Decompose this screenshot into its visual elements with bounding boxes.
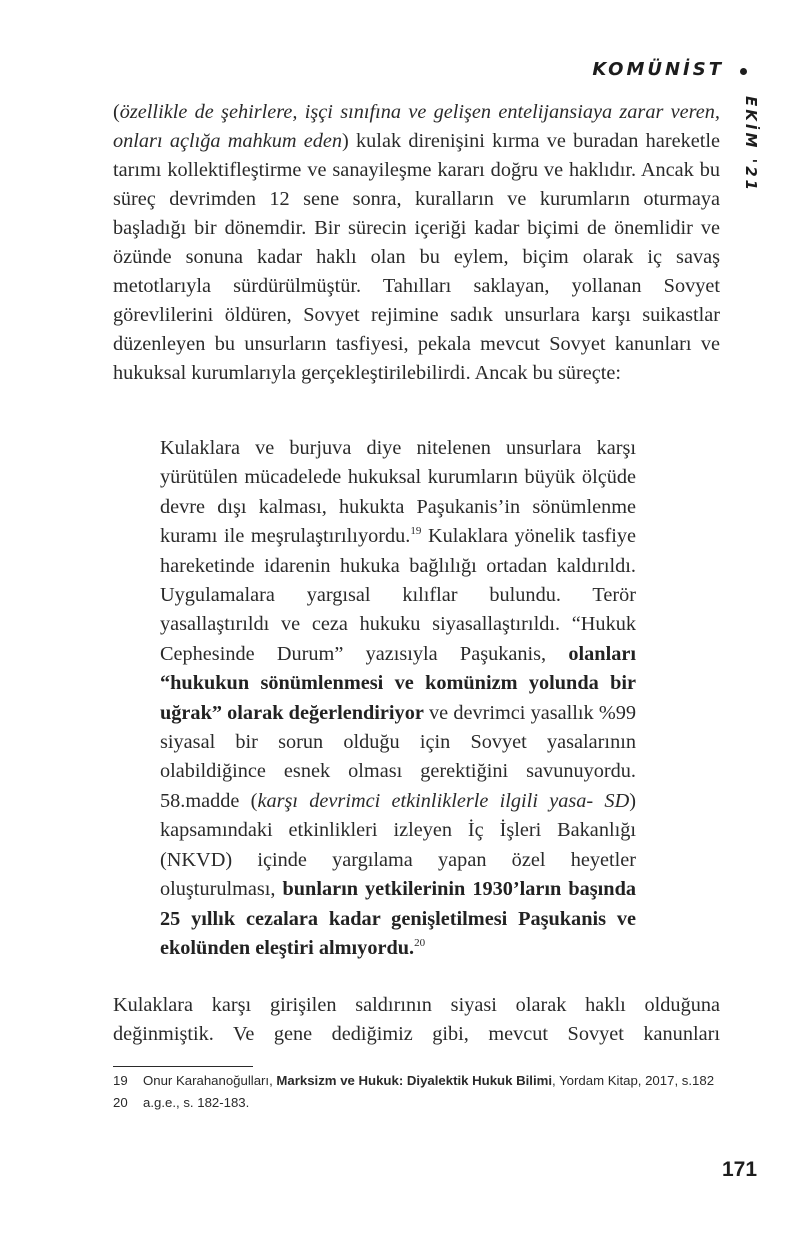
quote-text-5: . (409, 936, 415, 959)
footnote-ref-20[interactable]: 20 (414, 936, 426, 949)
paragraph-text: kulak direnişini kırma ve buradan hareketle tarımı kollektifleştirme ve sanayileşme kararı doğru ve haklıdır. Ancak bu süreç devrimden 12 sene sonra, kuralların ve kurumların oturmaya başladığı bir dönemdir. Bir sürecin içeriği kadar biçimi de önemlidir ve özünde sonuna kadar haklı olan bu eylem, biçim olarak iç savaş metotlarıyla sürdürülmüştür. Tahılları saklayan, yollanan Sovyet görevlilerini öldüren, Sovyet rejimine sadık unsurlara karşı suikastlar düzenleyen bu unsurların tasfiyesi, pekala mevcut Sovyet kanunları ve hukuksal kurumlarıyla gerçekleştirilebilirdi. Ancak bu süreçte: (113, 130, 720, 384)
footnote-author: Onur Karahanoğulları, (143, 1073, 277, 1088)
page-number: 171 (722, 1158, 758, 1181)
side-tab-label: EKİM '21 (742, 96, 760, 194)
footnote-20 (113, 1093, 753, 1113)
paren-open: ( (113, 101, 120, 123)
footnote-number: 19 (113, 1073, 128, 1088)
body-paragraph-1 (113, 98, 720, 388)
footnote-ref-19[interactable]: 19 (410, 525, 422, 538)
quote-text-1: Kulaklara ve burjuva diye nitelenen unsurlara karşı yürütülen mücadelede hukuksal kurumların büyük ölçüde devre dışı kalması, hukukta Paşukanis’in sönümlenme kuramı ile meşrulaştırılıyordu. (160, 437, 636, 548)
italic-aside: özellikle de şehirlere, işçi sınıfına ve gelişen entelijansiaya zarar veren, onları açlığa mahkum eden (113, 101, 720, 152)
paren-close: ) (342, 130, 349, 152)
footnote-number: 20 (113, 1094, 128, 1110)
footnote-19 (113, 1071, 753, 1091)
running-head-title: KOMÜNİST (592, 59, 724, 80)
quote-text-2: Kulaklara yönelik tasfiye hareketinde idarenin hukuka bağlılığı ortadan kaldırıldı. Uygulamalara yargısal kılıflar bulundu. Terör yasallaştırıldı ve ceza hukuku siyasallaştırıldı. “Hukuk Cephesinde Durum” yazısıyla Paşukanis, (160, 525, 636, 665)
footnote-text: a.g.e., s. 182-183. (143, 1094, 250, 1110)
footnote-rest: , Yordam Kitap, 2017, s.182 (552, 1073, 715, 1088)
quote-bold-2: bunların yetkilerinin 1930’ların başında 25 yıllık cezalara kadar genişletilmesi Paşukanis ve ekolünden eleştiri almıyordu (160, 878, 636, 959)
quote-text-3: ve devrimci yasallık %99 siyasal bir sorun olduğu için Sovyet yasalarının olabildiğince esnek olması gerektiğini savunuyordu. 58.madde ( (160, 701, 637, 812)
footnote-divider (113, 1066, 253, 1067)
footnote-title: Marksizm ve Hukuk: Diyalektik Hukuk Bilimi (276, 1073, 552, 1088)
body-paragraph-2 (113, 991, 720, 1049)
footnotes (113, 1071, 753, 1114)
quote-text-4: ) kapsamındaki etkinlikleri izleyen İç İşleri Bakanlığı (NKVD) içinde yargılama yapan özel heyetler oluşturulması, (160, 789, 636, 901)
quote-bold-1: olanları “hukukun sönümlenmesi ve komünizm yolunda bir uğrak” olarak değerlendiriyor (160, 642, 636, 724)
block-quote (160, 434, 636, 963)
running-head-bullet-icon (740, 68, 747, 75)
quote-italic-1: karşı devrimci etkinliklerle ilgili yasa- SD (257, 789, 630, 812)
side-tab (738, 96, 762, 194)
paragraph-text: Kulaklara karşı girişilen saldırının siyasi olarak haklı olduğuna değinmiştik. Ve gene dediğimiz gibi, mevcut Sovyet kanunları (113, 994, 720, 1045)
